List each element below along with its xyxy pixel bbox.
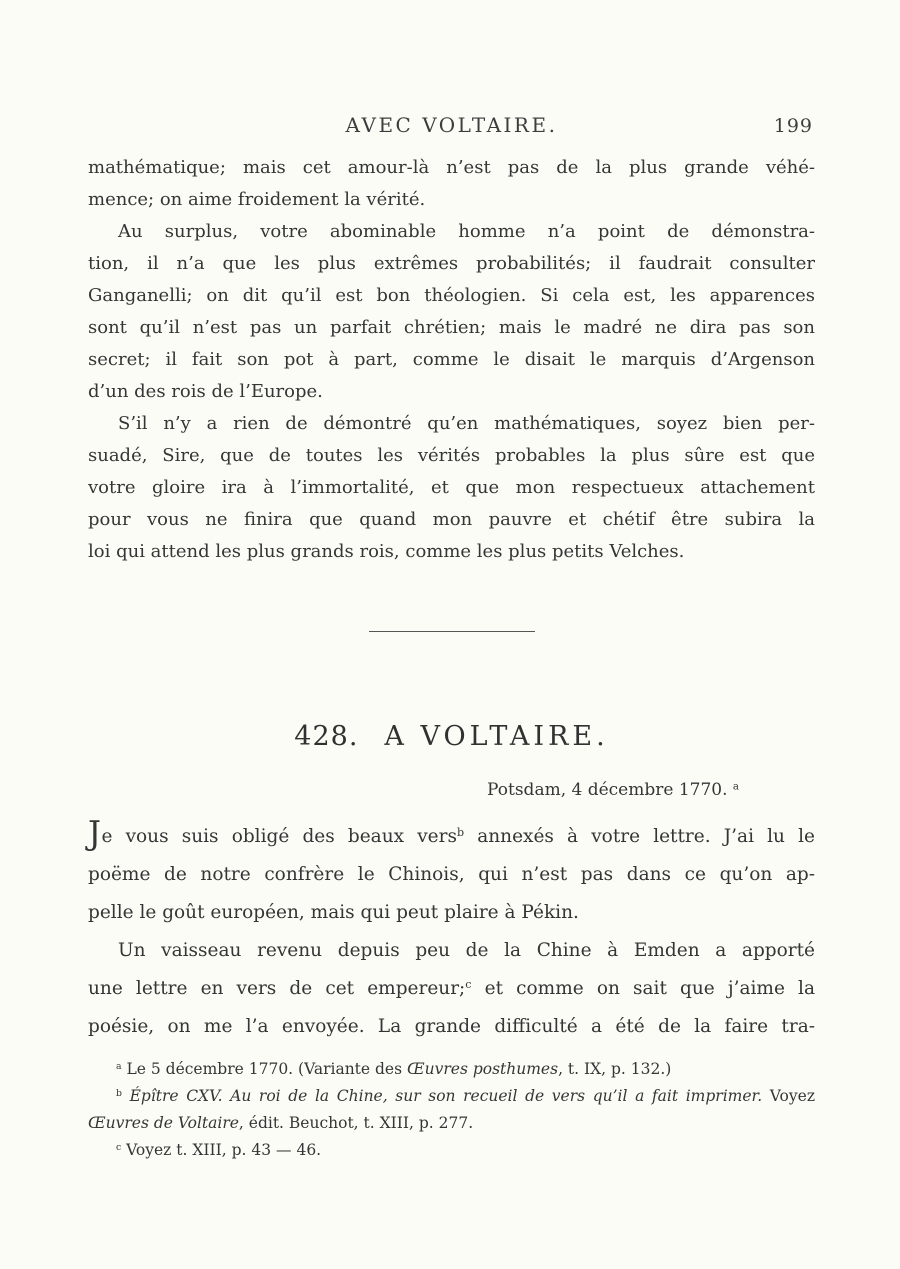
footnote-ref: b [456, 825, 465, 839]
footnote-ref: a [116, 1060, 122, 1072]
text-segment: mence; on aime froidement la vérité. [88, 189, 426, 210]
italic-text: Épître CXV. Au roi de la Chine, sur son recueil de vers qu’il a fait imprimer. [129, 1087, 763, 1105]
text-line [88, 504, 815, 536]
footnotes [88, 1056, 815, 1164]
text-segment: secret; il fait son pot à part, comme le disait le marquis d’Argenson [88, 349, 815, 370]
paragraph [88, 813, 815, 932]
text-line [88, 152, 815, 184]
text-segment: Ganganelli; on dit qu’il est bon théologien. Si cela est, les apparences [88, 285, 815, 306]
text-line [88, 344, 815, 376]
footnote-ref: b [116, 1087, 122, 1099]
text-line [88, 184, 815, 216]
letter-addressee: A VOLTAIRE. [384, 721, 609, 752]
text-line [88, 312, 815, 344]
text-line [88, 1056, 815, 1083]
text-segment: Voyez [762, 1087, 815, 1105]
section-divider [369, 631, 535, 632]
text-line [88, 472, 815, 504]
text-line [88, 440, 815, 472]
text-segment: e vous suis obligé des beaux vers [101, 826, 457, 847]
text-line [88, 813, 815, 856]
text-line [88, 932, 815, 970]
text-line [88, 1008, 815, 1046]
text-segment: Le 5 décembre 1770. (Variante des [121, 1060, 407, 1078]
footnote-ref: c [116, 1141, 122, 1153]
running-header [88, 112, 815, 139]
text-line [88, 1083, 815, 1110]
page-number: 199 [773, 115, 813, 137]
dateline [88, 778, 815, 802]
running-header-title: AVEC VOLTAIRE. [345, 113, 558, 137]
text-segment: sont qu’il n’est pas un parfait chrétien; mais le madré ne dira pas son [88, 317, 815, 338]
text-segment: Voyez t. XIII, p. 43 — 46. [121, 1141, 322, 1159]
text-segment [122, 1087, 130, 1105]
text-segment: suadé, Sire, que de toutes les vérités probables la plus sûre est que [88, 445, 815, 466]
text-line [88, 1110, 815, 1137]
letter-heading [88, 720, 815, 754]
text-line [88, 970, 815, 1008]
paragraph [88, 152, 815, 216]
text-segment: tion, il n’a que les plus extrêmes probabilités; il faudrait consulter [88, 253, 815, 274]
text-line [88, 894, 815, 932]
footnote-b [88, 1083, 815, 1137]
drop-initial: J [88, 813, 102, 852]
footnote-a [88, 1056, 815, 1083]
text-segment: votre gloire ira à l’immortalité, et que mon respectueux attachement [88, 477, 815, 498]
text-line [88, 1137, 815, 1164]
text-segment: une lettre en vers de cet empereur; [88, 978, 466, 999]
text-segment: Au surplus, votre abominable homme n’a point de démonstra- [118, 221, 815, 242]
text-column [88, 0, 815, 1164]
text-segment: , édit. Beuchot, t. XIII, p. 277. [238, 1114, 474, 1132]
text-segment: pour vous ne finira que quand mon pauvre et chétif être subira la [88, 509, 815, 530]
italic-text: Œuvres de Voltaire [88, 1114, 239, 1132]
paragraph [88, 216, 815, 408]
text-segment: poëme de notre confrère le Chinois, qui n’est pas dans ce qu’on ap- [88, 864, 815, 885]
text-segment: mathématique; mais cet amour-là n’est pas de la plus grande véhé- [88, 157, 815, 178]
letter-text [88, 813, 815, 1046]
text-segment: poésie, on me l’a envoyée. La grande difficulté a été de la faire tra- [88, 1016, 815, 1037]
italic-text: Œuvres posthumes [407, 1060, 559, 1078]
text-line [88, 408, 815, 440]
text-segment: loi qui attend les plus grands rois, comme les plus petits Velches. [88, 541, 685, 562]
text-line [88, 248, 815, 280]
text-segment: , t. IX, p. 132.) [558, 1060, 672, 1078]
body-text [88, 152, 815, 568]
text-segment: d’un des rois de l’Europe. [88, 381, 323, 402]
text-line [88, 216, 815, 248]
footnote-c [88, 1137, 815, 1164]
footnote-ref: a [732, 781, 739, 793]
paragraph [88, 408, 815, 568]
footnote-ref: c [465, 977, 472, 991]
paragraph [88, 932, 815, 1046]
letter-number: 428. [294, 721, 359, 752]
text-segment: pelle le goût européen, mais qui peut plaire à Pékin. [88, 902, 579, 923]
text-line [88, 856, 815, 894]
text-line [88, 536, 815, 568]
text-segment: S’il n’y a rien de démontré qu’en mathématiques, soyez bien per- [118, 413, 815, 434]
text-segment: Potsdam, 4 décembre 1770. [487, 780, 733, 800]
text-segment: Un vaisseau revenu depuis peu de la Chine à Emden a apporté [118, 940, 815, 961]
text-segment: annexés à votre lettre. J’ai lu le [464, 826, 815, 847]
text-line [88, 376, 815, 408]
text-line [88, 280, 815, 312]
text-segment: et comme on sait que j’aime la [471, 978, 815, 999]
